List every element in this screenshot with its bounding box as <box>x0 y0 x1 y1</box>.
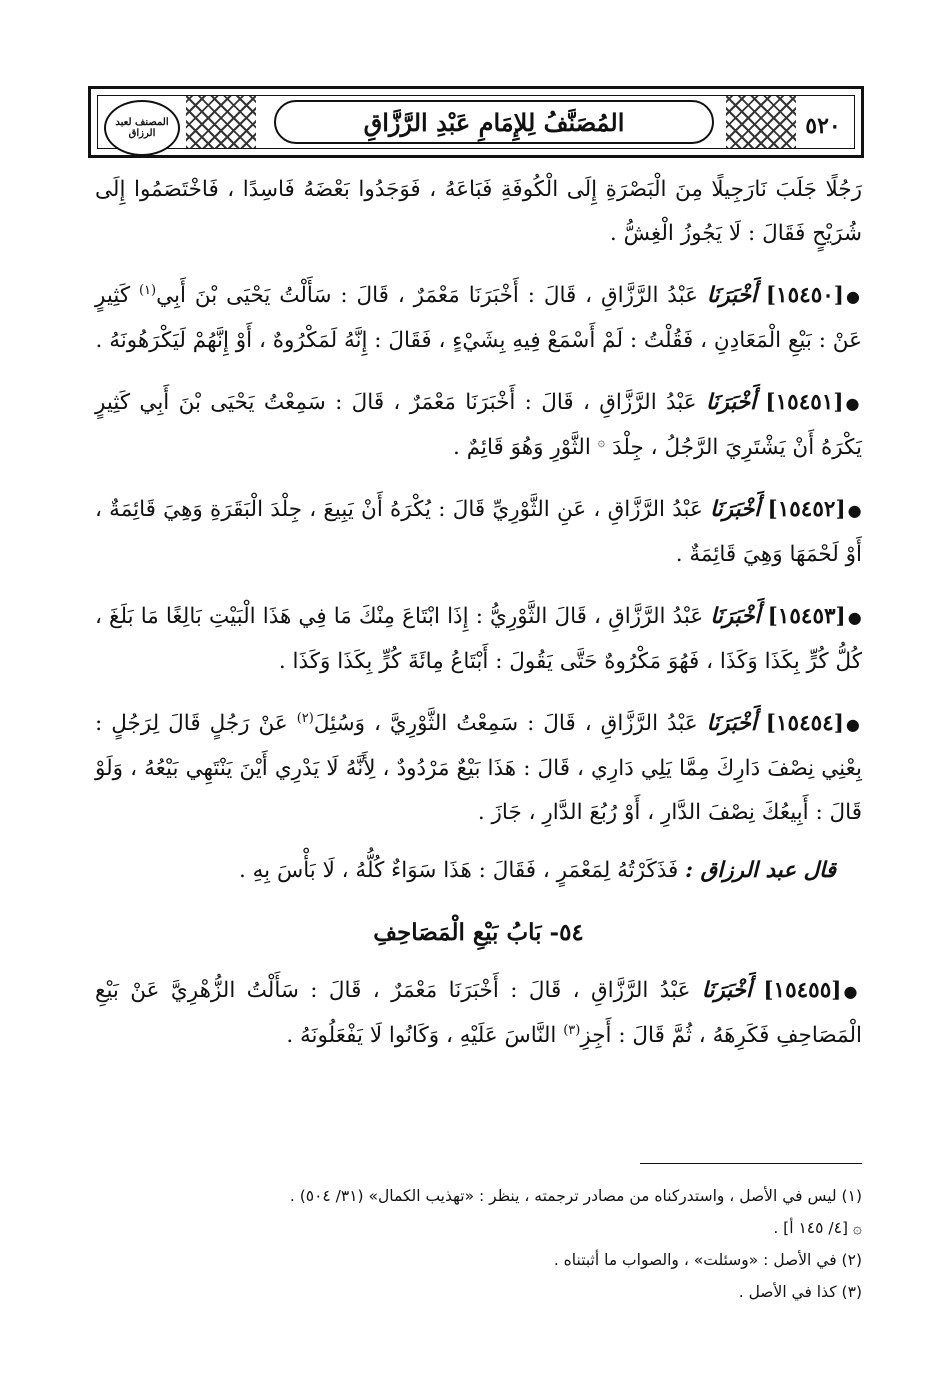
page-title: المُصَنَّفُ لِلإِمَامِ عَبْدِ الرَّزَّاقِ <box>363 107 625 137</box>
hadith-number: [١٥٤٥٤] <box>765 711 844 736</box>
footnote-folio: ۞ [٤/ ١٤٥ أ] . <box>773 1219 862 1237</box>
akhbarana-label: أَخْبَرَنَا <box>706 283 757 308</box>
hadith-text-cont: النَّاسَ عَلَيْهِ ، وَكَانُوا لَا يَفْعَلُونَهُ . <box>286 1023 557 1048</box>
bullet-icon: ● <box>847 608 862 627</box>
hadith-text-cont: الثَّوْرِ وَهُوَ قَائِمٌ . <box>453 435 591 460</box>
hadith-entry-15455 <box>95 969 862 1058</box>
page-number: ٥٢٠ <box>805 113 841 139</box>
header-frame <box>97 95 855 149</box>
hadith-text: عَبْدُ الرَّزَّاقِ ، قَالَ : أَخْبَرَنَا مَعْمَرٌ ، قَالَ : سَمِعْتُ يَحْيَى بْنَ أَبِي كَثِيرٍ يَكْرَهُ أَنْ يَشْتَرِيَ الرَّجُلُ ، جِلْدَ <box>95 390 862 460</box>
hadith-entry-15451 <box>95 381 862 470</box>
medallion-text: المصنف لعبد الرزاق <box>115 117 169 139</box>
footnotes <box>95 1180 862 1308</box>
hadith-text: عَبْدُ الرَّزَّاقِ ، قَالَ : أَخْبَرَنَا مَعْمَرٌ ، قَالَ : سَأَلْتُ يَحْيَى بْنَ أَبِي <box>156 283 698 308</box>
hadith-entry-15453 <box>95 595 862 684</box>
hadith-text: عَبْدُ الرَّزَّاقِ ، عَنِ الثَّوْرِيِّ قَالَ : يُكْرَهُ أَنْ يَبِيعَ ، جِلْدَ الْبَقَرَةِ وَهِيَ قَائِمَةٌ ، أَوْ لَحْمَهَا وَهِيَ قَائِمَةٌ . <box>95 497 862 567</box>
akhbarana-label: أَخْبَرَنَا <box>710 497 761 522</box>
main-text <box>95 168 862 1058</box>
hadith-number: [١٥٤٥٣] <box>767 604 846 629</box>
bullet-icon: ● <box>845 394 862 413</box>
ornament-band-left <box>186 96 256 148</box>
akhbarana-label: أَخْبَرَنَا <box>710 604 761 629</box>
hadith-entry-15454 <box>95 702 862 835</box>
hadith-text: عَبْدُ الرَّزَّاقِ ، قَالَ : أَخْبَرَنَا مَعْمَرٌ ، قَالَ : سَأَلْتُ الزُّهْرِيَّ عَنْ بَيْعِ الْمَصَاحِفِ فَكَرِهَهُ ، ثُمَّ قَالَ : أَجِزِ <box>95 978 862 1048</box>
footnote-3: (٣) كذا في الأصل . <box>738 1283 862 1301</box>
hadith-number: [١٥٤٥٢] <box>767 497 846 522</box>
footnote-marker: (٣) <box>563 1022 581 1038</box>
hadith-number: [١٥٤٥٥] <box>763 978 842 1003</box>
bullet-icon: ● <box>843 982 862 1001</box>
akhbarana-label: أَخْبَرَنَا <box>701 978 752 1003</box>
chapter-heading: ٥٤- بَابُ بَيْعِ الْمَصَاحِفِ <box>373 919 584 946</box>
title-cartouche <box>274 100 714 144</box>
qala-author: قال عبد الرزاق : <box>685 858 836 883</box>
bullet-icon: ● <box>845 287 862 306</box>
footnote-2: (٢) في الأصل : «وسئلت» ، والصواب ما أثبتناه . <box>553 1251 862 1269</box>
footnote-marker: (٢) <box>296 710 314 726</box>
bullet-icon: ● <box>845 715 863 734</box>
hadith-text: عَبْدُ الرَّزَّاقِ ، قَالَ : سَمِعْتُ الثَّوْرِيَّ ، وَسُئِلَ <box>313 711 698 736</box>
folio-marker-icon: ۞ <box>597 434 606 450</box>
ornament-band-right <box>726 96 796 148</box>
book-medallion <box>104 100 180 156</box>
bullet-icon: ● <box>847 501 863 520</box>
akhbarana-label: أَخْبَرَنَا <box>705 390 757 415</box>
continuation-paragraph: رَجُلًا جَلَبَ نَارَجِيلًا مِنَ الْبَصْرَةِ إِلَى الْكُوفَةِ فَبَاعَهُ ، فَوَجَدُوا بَعْضَهُ فَاسِدًا ، فَاخْتَصَمُوا إِلَى شُرَيْحٍ فَقَالَ : لَا يَجُوزُ الْغِشُّ . <box>95 177 862 246</box>
hadith-text: عَبْدُ الرَّزَّاقِ ، قَالَ الثَّوْرِيُّ : إِذَا ابْتَاعَ مِنْكَ مَا فِي هَذَا الْبَيْتِ بَالِغًا مَا بَلَغَ ، كُلُّ كُرٍّ بِكَذَا وَكَذَا ، فَهُوَ مَكْرُوهٌ حَتَّى يَقُولَ : أَبْتَاعُ مِائَةَ كُرٍّ بِكَذَا وَكَذَا . <box>95 604 862 674</box>
qala-text: فَذَكَرْتُهُ لِمَعْمَرٍ ، فَقَالَ : هَذَا سَوَاءٌ كُلُّهُ ، لَا بَأْسَ بِهِ . <box>238 858 679 883</box>
hadith-number: [١٥٤٥٠] <box>765 283 844 308</box>
page-header <box>88 86 864 158</box>
hadith-entry-15450 <box>95 274 862 363</box>
hadith-entry-15452 <box>95 488 862 577</box>
qala-abdurrazzaq <box>95 849 862 893</box>
footnote-1: (١) ليس في الأصل ، واستدركناه من مصادر ترجمته ، ينظر : «تهذيب الكمال» (٣١/ ٥٠٤) . <box>289 1187 862 1205</box>
footnote-separator <box>640 1163 862 1164</box>
hadith-number: [١٥٤٥١] <box>765 390 844 415</box>
akhbarana-label: أَخْبَرَنَا <box>706 711 757 736</box>
hadith-text-cont: عَنْ رَجُلٍ قَالَ لِرَجُلٍ : بِعْنِي نِصْفَ دَارِكَ مِمَّا يَلِي دَارِي ، قَالَ : هَذَا بَيْعٌ مَرْدُودٌ ، لِأَنَّهُ لَا يَدْرِي أَيْنَ يَنْتَهِي بَيْعُهُ ، وَلَوْ قَالَ : أَبِيعُكَ نِصْفَ الدَّارِ ، أَوْ رُبُعَ الدَّارِ ، جَازَ . <box>95 711 862 825</box>
hadith-text-cont: كَثِيرٍ عَنْ : بَيْعِ الْمَعَادِنِ ، فَقُلْتُ : لَمْ أَسْمَعْ فِيهِ بِشَيْءٍ ، فَقَالَ : إِنَّهُ لَمَكْرُوهٌ ، أَوْ إِنَّهُمْ لَيَكْرَهُونَهُ . <box>95 283 862 353</box>
footnote-marker: (١) <box>138 282 157 298</box>
